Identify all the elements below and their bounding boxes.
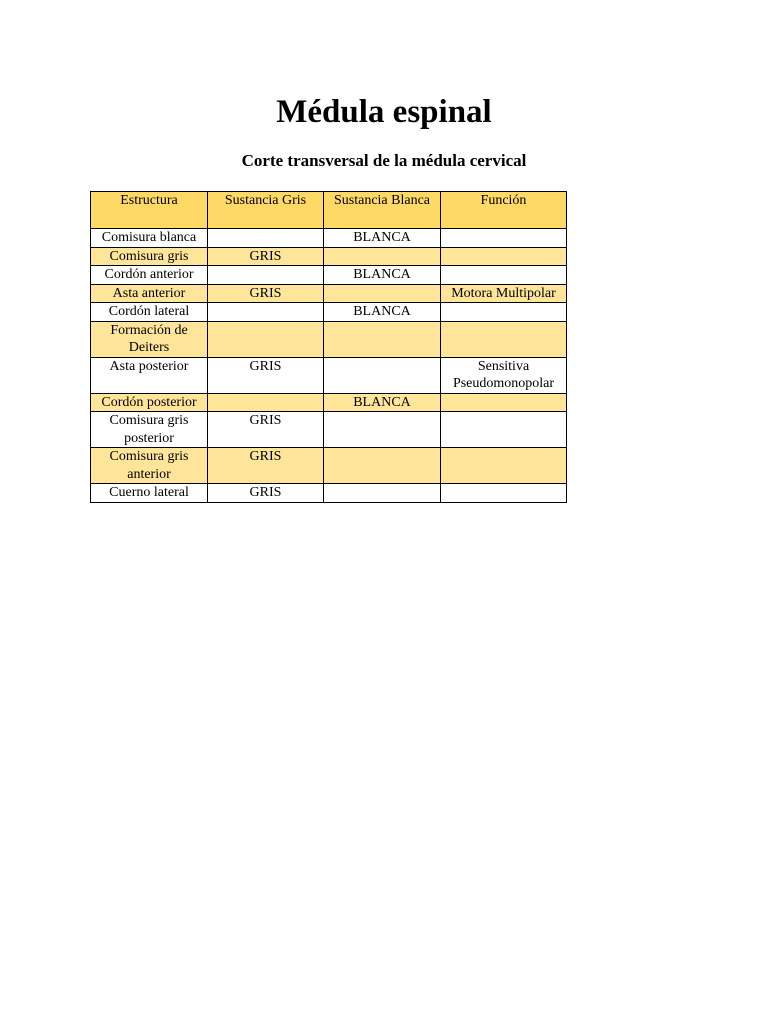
table-cell: Asta anterior	[91, 284, 208, 303]
table-cell: Motora Multipolar	[441, 284, 567, 303]
table-cell	[441, 229, 567, 248]
table-cell	[208, 321, 324, 357]
table-cell: BLANCA	[324, 393, 441, 412]
header-sustancia-blanca: Sustancia Blanca	[324, 192, 441, 229]
table-cell	[441, 303, 567, 322]
table-row	[91, 321, 567, 357]
table-cell: BLANCA	[324, 303, 441, 322]
table-cell: Cordón lateral	[91, 303, 208, 322]
table-row	[91, 247, 567, 266]
table-row	[91, 357, 567, 393]
header-funcion: Función	[441, 192, 567, 229]
table-cell	[208, 393, 324, 412]
table-cell: GRIS	[208, 284, 324, 303]
table-cell	[324, 357, 441, 393]
table-cell	[441, 266, 567, 285]
table-row	[91, 266, 567, 285]
table-cell: BLANCA	[324, 229, 441, 248]
table-cell	[208, 266, 324, 285]
page-subtitle: Corte transversal de la médula cervical	[241, 151, 527, 170]
table-row	[91, 393, 567, 412]
table-cell: GRIS	[208, 448, 324, 484]
header-estructura: Estructura	[91, 192, 208, 229]
table-cell: GRIS	[208, 247, 324, 266]
table-cell	[208, 229, 324, 248]
table-cell: GRIS	[208, 412, 324, 448]
table-header-row	[91, 192, 567, 229]
table-cell	[324, 284, 441, 303]
table-cell	[324, 412, 441, 448]
table-row	[91, 229, 567, 248]
table-cell: Cordón posterior	[91, 393, 208, 412]
table-row	[91, 484, 567, 503]
table-cell: Comisura gris posterior	[91, 412, 208, 448]
table-cell: Cordón anterior	[91, 266, 208, 285]
table-cell	[441, 412, 567, 448]
page-title: Médula espinal	[276, 94, 492, 130]
table-cell: Sensitiva Pseudomonopolar	[441, 357, 567, 393]
table-cell: Comisura gris	[91, 247, 208, 266]
table-cell: Comisura blanca	[91, 229, 208, 248]
table-cell	[441, 393, 567, 412]
table-cell	[208, 303, 324, 322]
table-cell	[441, 484, 567, 503]
table-row	[91, 412, 567, 448]
table-cell: GRIS	[208, 484, 324, 503]
table-cell	[441, 448, 567, 484]
table-cell	[324, 448, 441, 484]
table-row	[91, 448, 567, 484]
table-row	[91, 284, 567, 303]
table-cell: Asta posterior	[91, 357, 208, 393]
table-cell: Formación de Deiters	[91, 321, 208, 357]
table-row	[91, 303, 567, 322]
table-cell	[324, 321, 441, 357]
table-cell	[324, 247, 441, 266]
table-cell	[441, 321, 567, 357]
table-cell: Cuerno lateral	[91, 484, 208, 503]
table-cell	[441, 247, 567, 266]
spinal-cord-table	[90, 191, 567, 503]
table-cell: BLANCA	[324, 266, 441, 285]
table-cell: GRIS	[208, 357, 324, 393]
header-sustancia-gris: Sustancia Gris	[208, 192, 324, 229]
table-cell: Comisura gris anterior	[91, 448, 208, 484]
table-cell	[324, 484, 441, 503]
